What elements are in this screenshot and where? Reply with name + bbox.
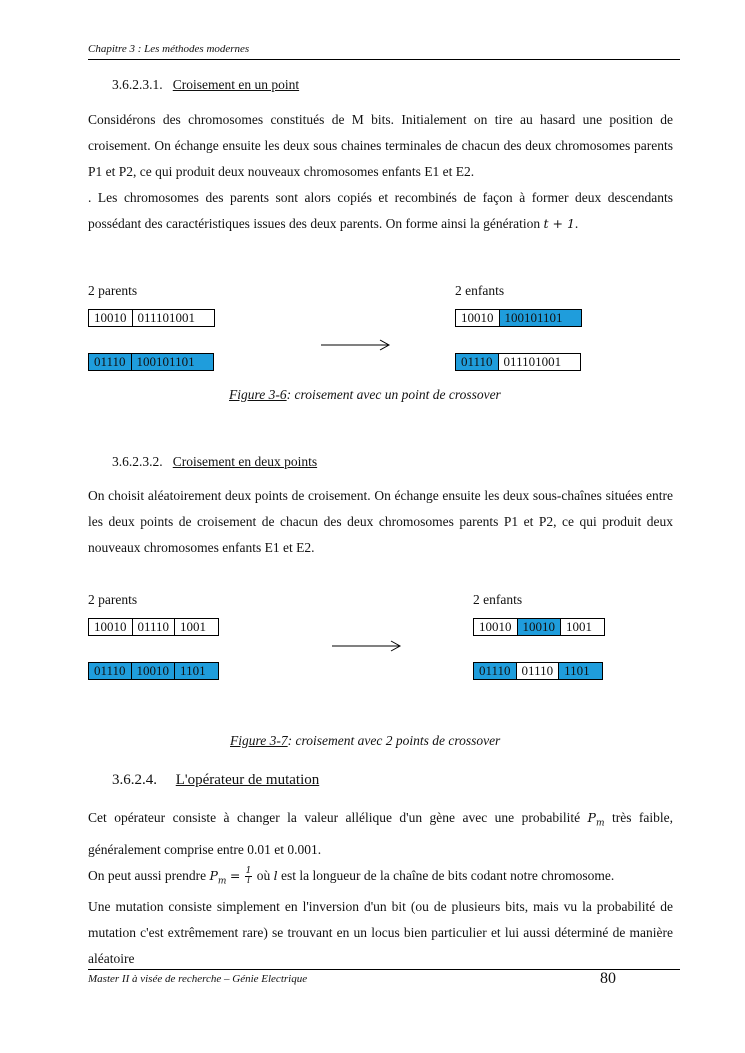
- arrow-right-icon: [320, 338, 392, 352]
- section-title: L'opérateur de mutation: [175, 772, 320, 788]
- gene-segment: 10010: [473, 618, 518, 636]
- section-number: 3.6.2.3.2.: [112, 454, 163, 469]
- fraction: $\frac{1}{l}$: [245, 865, 252, 886]
- math-symbol: $P_m$: [209, 867, 227, 886]
- gene-segment: 011101001: [133, 309, 215, 327]
- gene-segment: 01110: [88, 353, 132, 371]
- gene-segment: 011101001: [499, 353, 581, 371]
- gene-segment: 01110: [473, 662, 517, 680]
- gene-segment: 100101101: [500, 309, 582, 327]
- section-number: 3.6.2.4.: [112, 772, 157, 788]
- header-rule: [88, 59, 680, 60]
- gene-segment: 10010: [518, 618, 562, 636]
- paragraph-text: Cet opérateur consiste à changer la valeur allélique d'un gène avec une probabilité $P_m$ très faible, généralement comprise entre 0.01 et 0.001.: [88, 810, 673, 857]
- arrow-right-icon: [331, 639, 403, 653]
- gene-segment: 1101: [175, 662, 219, 680]
- section-title: Croisement en deux points: [172, 454, 318, 469]
- math-expression: t + 1: [543, 216, 575, 231]
- figure-reference: Figure 3-6: [229, 387, 287, 402]
- section-heading-mutation: [112, 772, 319, 789]
- section-heading-one-point: [112, 77, 299, 93]
- paragraph-one-point: [88, 107, 673, 237]
- paragraph-text: On choisit aléatoirement deux points de croisement. On échange ensuite les deux sous-chaînes situées entre les deux points de croisement de chacun des deux chromosomes parents P1 et P2, ce qui produit deux nouveaux chromosomes enfants E1 et E2.: [88, 488, 673, 555]
- child-chromosome-2: [473, 662, 603, 680]
- child-chromosome-1: [473, 618, 605, 636]
- child-chromosome-1: [455, 309, 582, 327]
- gene-segment: 01110: [517, 662, 560, 680]
- parent-chromosome-1: [88, 618, 219, 636]
- page-number: 80: [600, 970, 616, 987]
- paragraph-two-points: [88, 483, 673, 561]
- figure-caption: Figure 3-7: croisement avec 2 points de crossover: [230, 733, 501, 748]
- gene-segment: 10010: [132, 662, 176, 680]
- paragraph-text: On peut aussi prendre $P_m$ = $\frac{1}{l}$ où l est la longueur de la chaîne de bits codant notre chromosome.: [88, 865, 615, 886]
- figure-reference: Figure 3-7: [230, 733, 288, 748]
- paragraph-text: Une mutation consiste simplement en l'inversion d'un bit (ou de plusieurs bits, mais vu la probabilité de mutation c'est extrêmement rare) se trouvant en un locus bien particulier et lui aussi déterminé de manière aléatoire: [88, 899, 673, 966]
- gene-segment: 1001: [175, 618, 219, 636]
- page-header: Chapitre 3 : Les méthodes modernes: [88, 43, 250, 55]
- gene-segment: 1001: [561, 618, 605, 636]
- footer-rule: [88, 969, 680, 970]
- gene-segment: 01110: [133, 618, 176, 636]
- paragraph-text: Considérons des chromosomes constitués de M bits. Initialement on tire au hasard une position de croisement. On échange ensuite les deux sous chaines terminales de chacun des deux chromosomes parents P1 et P2, ce qui produit deux nouveaux chromosomes enfants E1 et E2.: [88, 112, 673, 179]
- section-title: Croisement en un point: [172, 77, 300, 92]
- gene-segment: 01110: [455, 353, 499, 371]
- children-label: 2 enfants: [455, 283, 505, 298]
- child-chromosome-2: [455, 353, 581, 371]
- parents-label: 2 parents: [88, 283, 138, 298]
- parent-chromosome-2: [88, 662, 219, 680]
- gene-segment: 10010: [88, 309, 133, 327]
- section-heading-two-points: [112, 454, 317, 470]
- page-footer: Master II à visée de recherche – Génie Electrique: [88, 973, 308, 985]
- math-symbol: $P_m$: [587, 810, 605, 829]
- paragraph-text: . Les chromosomes des parents sont alors copiés et recombinés de façon à former deux descendants possédant des caractéristiques issues des deux parents. On forme ainsi la génération t + 1.: [88, 190, 673, 231]
- gene-segment: 100101101: [132, 353, 214, 371]
- parents-label: 2 parents: [88, 592, 138, 607]
- paragraph-mutation: [88, 805, 673, 972]
- parent-chromosome-1: [88, 309, 215, 327]
- figure-caption: Figure 3-6: croisement avec un point de crossover: [229, 387, 501, 402]
- parent-chromosome-2: [88, 353, 214, 371]
- section-number: 3.6.2.3.1.: [112, 77, 163, 92]
- gene-segment: 01110: [88, 662, 132, 680]
- gene-segment: 10010: [88, 618, 133, 636]
- children-label: 2 enfants: [473, 592, 523, 607]
- gene-segment: 1101: [559, 662, 603, 680]
- gene-segment: 10010: [455, 309, 500, 327]
